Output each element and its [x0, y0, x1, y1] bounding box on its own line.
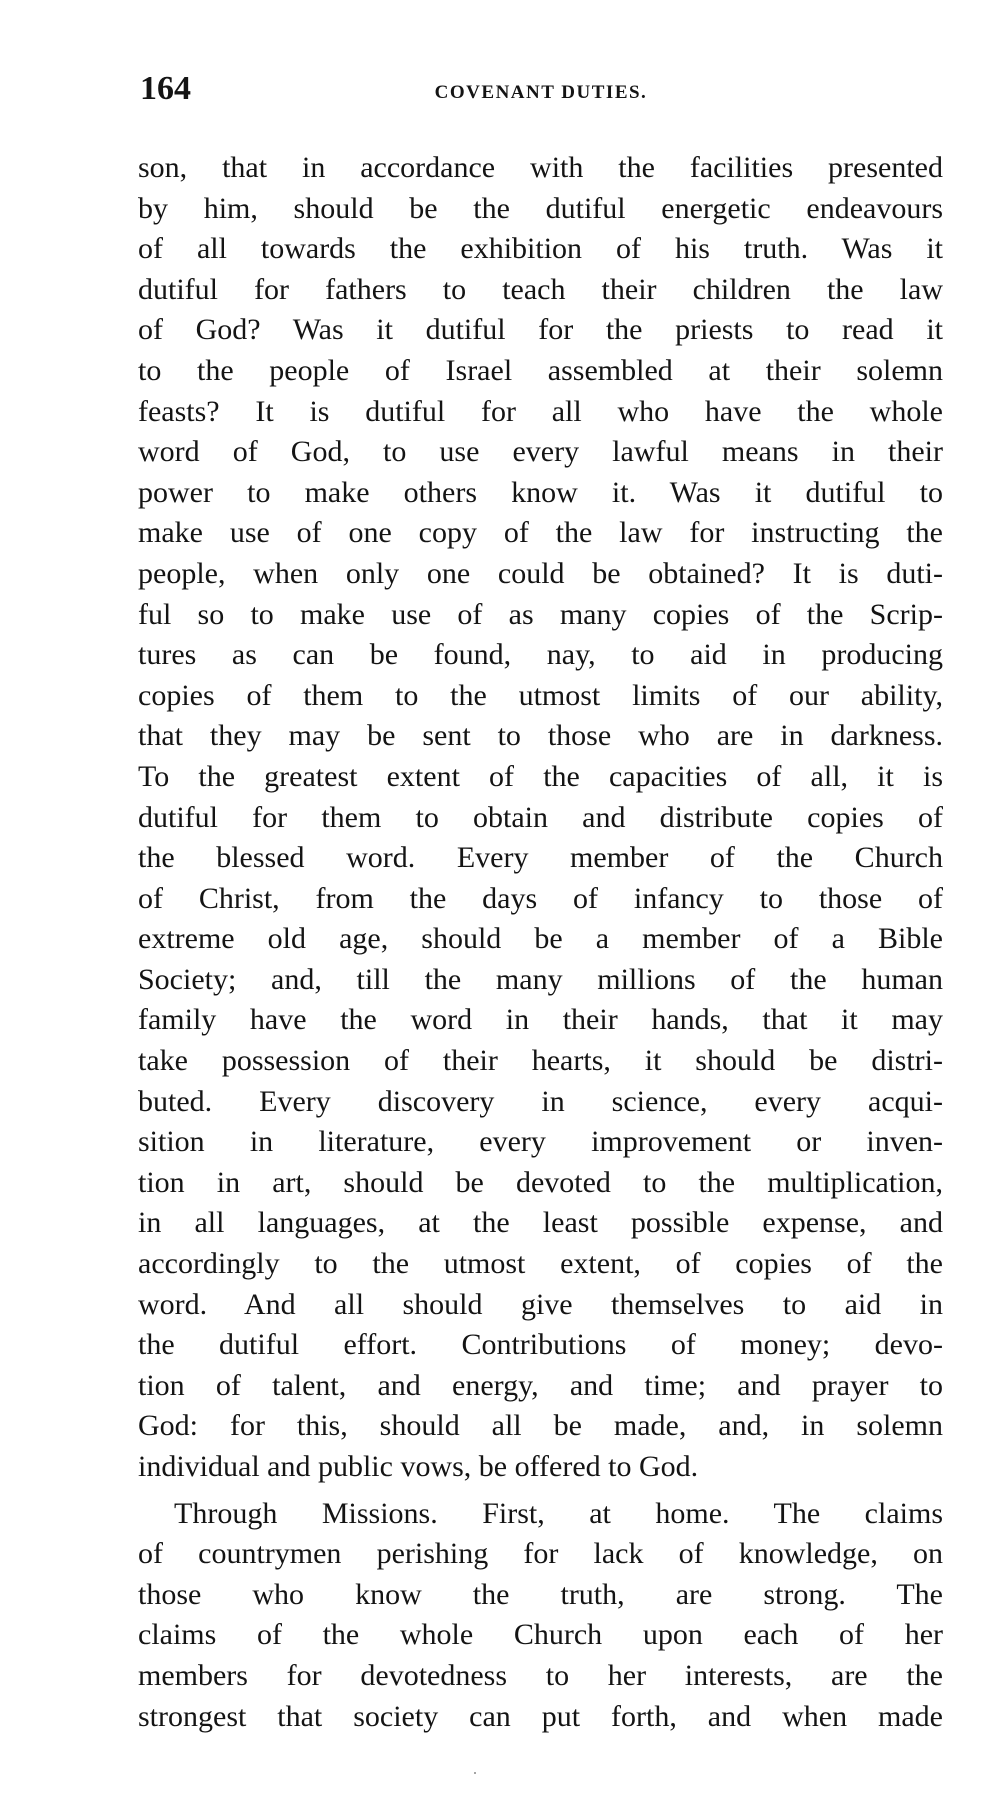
text-line: tures as can be found, nay, to aid in producing	[138, 638, 943, 672]
text-line: people, when only one could be obtained? It is duti-	[138, 556, 943, 590]
text-line: copies of them to the utmost limits of our ability,	[138, 678, 943, 712]
text-line: of countrymen perishing for lack of knowledge, on	[138, 1537, 943, 1571]
text-line: accordingly to the utmost extent, of copies of the	[138, 1247, 943, 1281]
paragraph-1	[138, 148, 943, 1488]
text-line: dutiful for them to obtain and distribute copies of	[138, 800, 943, 834]
text-line: the dutiful effort. Contributions of money; devo-	[138, 1328, 943, 1362]
text-line: God: for this, should all be made, and, in solemn	[138, 1409, 943, 1443]
text-line: son, that in accordance with the facilities presented	[138, 151, 943, 184]
text-line: to the people of Israel assembled at their solemn	[138, 353, 943, 387]
text-line: claims of the whole Church upon each of her	[138, 1618, 943, 1652]
text-line: ful so to make use of as many copies of the Scrip-	[138, 597, 943, 631]
text-line: of Christ, from the days of infancy to those of	[138, 881, 943, 915]
text-line: family have the word in their hands, that it may	[138, 1003, 943, 1037]
text-line: individual and public vows, be offered to God.	[138, 1450, 699, 1483]
body-text	[138, 148, 943, 1737]
text-line: in all languages, at the least possible expense, and	[138, 1206, 943, 1240]
text-line: sition in literature, every improvement or inven-	[138, 1125, 943, 1159]
text-line: of all towards the exhibition of his truth. Was it	[138, 232, 943, 266]
text-line: those who know the truth, are strong. The	[138, 1577, 943, 1611]
text-line: tion of talent, and energy, and time; and prayer to	[138, 1368, 943, 1402]
page-header	[136, 70, 946, 120]
text-line: word. And all should give themselves to aid in	[138, 1287, 943, 1321]
paper-speck	[474, 1772, 476, 1774]
text-line: Society; and, till the many millions of the human	[138, 962, 943, 996]
text-line: that they may be sent to those who are in darkness.	[138, 719, 943, 753]
text-line: of God? Was it dutiful for the priests to read it	[138, 313, 943, 347]
text-line: Through Missions. First, at home. The claims	[174, 1496, 943, 1530]
text-line: feasts? It is dutiful for all who have the whole	[138, 394, 943, 428]
text-line: buted. Every discovery in science, every acqui-	[138, 1084, 943, 1118]
text-line: make use of one copy of the law for instructing the	[138, 516, 943, 550]
text-line: dutiful for fathers to teach their children the law	[138, 272, 943, 306]
page-number: 164	[140, 70, 191, 107]
text-line: members for devotedness to her interests, are the	[138, 1658, 943, 1692]
text-line: extreme old age, should be a member of a Bible	[138, 922, 943, 956]
text-line: strongest that society can put forth, and when made	[138, 1699, 943, 1733]
text-line: take possession of their hearts, it should be distri-	[138, 1044, 943, 1078]
text-line: To the greatest extent of the capacities of all, it is	[138, 759, 943, 793]
paragraph-2	[138, 1494, 943, 1738]
text-line: word of God, to use every lawful means in their	[138, 435, 943, 469]
running-title: COVENANT DUTIES.	[434, 82, 648, 103]
text-line: by him, should be the dutiful energetic endeavours	[138, 191, 943, 225]
text-line: power to make others know it. Was it dutiful to	[138, 475, 943, 509]
text-line: tion in art, should be devoted to the multiplication,	[138, 1165, 943, 1199]
text-line: the blessed word. Every member of the Church	[138, 841, 943, 875]
